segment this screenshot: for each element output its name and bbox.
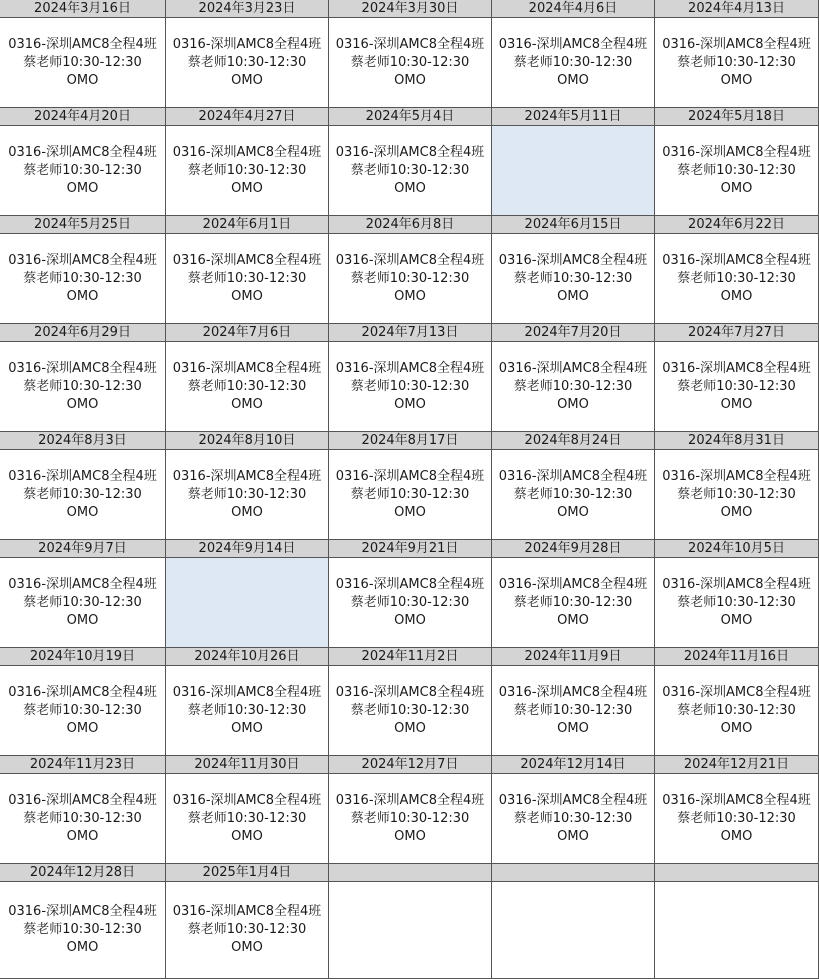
class-cell: [0, 774, 166, 864]
date-header: 2024年12月7日: [329, 756, 492, 774]
teacher-time: 蔡老师10:30-12:30: [23, 702, 142, 718]
date-header: 2024年11月16日: [655, 648, 819, 666]
date-header: 2024年6月1日: [166, 216, 329, 234]
date-header: 2024年11月2日: [329, 648, 492, 666]
class-cell: [0, 666, 166, 756]
course-name: 0316-深圳AMC8全程4班: [662, 252, 811, 268]
class-cell: [0, 558, 166, 648]
class-cell: [655, 342, 819, 432]
class-mode: OMO: [720, 72, 753, 88]
teacher-time: 蔡老师10:30-12:30: [350, 594, 470, 610]
class-mode: OMO: [231, 504, 263, 520]
class-mode: OMO: [557, 72, 589, 88]
date-header: 2024年3月16日: [0, 0, 166, 18]
class-cell: [655, 450, 819, 540]
teacher-time: 蔡老师10:30-12:30: [677, 162, 796, 178]
teacher-time: 蔡老师10:30-12:30: [187, 378, 307, 394]
empty-cell: [492, 882, 655, 979]
class-mode: OMO: [231, 396, 263, 412]
date-header: 2024年4月20日: [0, 108, 166, 126]
course-name: 0316-深圳AMC8全程4班: [498, 468, 648, 484]
teacher-time: 蔡老师10:30-12:30: [350, 702, 470, 718]
course-name: 0316-深圳AMC8全程4班: [662, 792, 811, 808]
class-mode: OMO: [394, 396, 426, 412]
teacher-time: 蔡老师10:30-12:30: [513, 702, 633, 718]
course-name: 0316-深圳AMC8全程4班: [662, 36, 811, 52]
class-cell: [329, 342, 492, 432]
course-name: 0316-深圳AMC8全程4班: [8, 36, 157, 52]
class-mode: OMO: [66, 504, 99, 520]
class-mode: OMO: [557, 612, 589, 628]
class-cell: [166, 234, 329, 324]
date-header: 2024年9月7日: [0, 540, 166, 558]
course-name: 0316-深圳AMC8全程4班: [335, 360, 485, 376]
course-name: 0316-深圳AMC8全程4班: [172, 468, 322, 484]
class-cell: [329, 450, 492, 540]
teacher-time: 蔡老师10:30-12:30: [677, 486, 796, 502]
class-cell: [0, 18, 166, 108]
class-cell: [655, 774, 819, 864]
class-mode: OMO: [720, 180, 753, 196]
class-mode: OMO: [720, 396, 753, 412]
class-cell: [329, 558, 492, 648]
course-name: 0316-深圳AMC8全程4班: [335, 468, 485, 484]
date-header: 2024年8月24日: [492, 432, 655, 450]
class-mode: OMO: [394, 180, 426, 196]
class-mode: OMO: [66, 180, 99, 196]
course-name: 0316-深圳AMC8全程4班: [662, 576, 811, 592]
class-cell: [0, 450, 166, 540]
teacher-time: 蔡老师10:30-12:30: [677, 594, 796, 610]
teacher-time: 蔡老师10:30-12:30: [187, 162, 307, 178]
course-name: 0316-深圳AMC8全程4班: [662, 468, 811, 484]
class-cell: [166, 882, 329, 979]
course-name: 0316-深圳AMC8全程4班: [335, 144, 485, 160]
course-name: 0316-深圳AMC8全程4班: [498, 684, 648, 700]
course-name: 0316-深圳AMC8全程4班: [335, 36, 485, 52]
date-header: 2024年8月17日: [329, 432, 492, 450]
class-mode: OMO: [720, 720, 753, 736]
date-header: 2024年6月15日: [492, 216, 655, 234]
teacher-time: 蔡老师10:30-12:30: [187, 270, 307, 286]
class-cell: [166, 774, 329, 864]
class-cell: [329, 234, 492, 324]
teacher-time: 蔡老师10:30-12:30: [187, 486, 307, 502]
class-mode: OMO: [394, 504, 426, 520]
class-cell: [329, 666, 492, 756]
class-mode: OMO: [66, 828, 99, 844]
teacher-time: 蔡老师10:30-12:30: [350, 810, 470, 826]
date-header: 2024年7月20日: [492, 324, 655, 342]
empty-cell: [655, 882, 819, 979]
class-cell: [166, 342, 329, 432]
course-name: 0316-深圳AMC8全程4班: [335, 252, 485, 268]
course-name: 0316-深圳AMC8全程4班: [8, 468, 157, 484]
class-mode: OMO: [394, 720, 426, 736]
date-header: 2024年5月18日: [655, 108, 819, 126]
class-cell: [492, 234, 655, 324]
class-mode: OMO: [231, 828, 263, 844]
date-header: 2024年7月6日: [166, 324, 329, 342]
course-name: 0316-深圳AMC8全程4班: [498, 36, 648, 52]
teacher-time: 蔡老师10:30-12:30: [513, 270, 633, 286]
class-cell: [166, 450, 329, 540]
date-header: 2024年5月11日: [492, 108, 655, 126]
teacher-time: 蔡老师10:30-12:30: [677, 54, 796, 70]
course-name: 0316-深圳AMC8全程4班: [172, 684, 322, 700]
date-header: 2024年6月29日: [0, 324, 166, 342]
class-cell: [492, 558, 655, 648]
class-mode: OMO: [557, 396, 589, 412]
class-mode: OMO: [720, 504, 753, 520]
class-cell: [492, 450, 655, 540]
class-mode: OMO: [66, 940, 99, 955]
teacher-time: 蔡老师10:30-12:30: [350, 378, 470, 394]
date-header: 2024年9月21日: [329, 540, 492, 558]
class-cell: [492, 774, 655, 864]
class-mode: OMO: [66, 72, 99, 88]
date-header: 2024年11月30日: [166, 756, 329, 774]
teacher-time: 蔡老师10:30-12:30: [23, 54, 142, 70]
class-mode: OMO: [557, 504, 589, 520]
class-mode: OMO: [66, 720, 99, 736]
course-name: 0316-深圳AMC8全程4班: [172, 252, 322, 268]
class-mode: OMO: [394, 612, 426, 628]
class-cell: [329, 774, 492, 864]
date-header: 2024年4月6日: [492, 0, 655, 18]
course-name: 0316-深圳AMC8全程4班: [498, 792, 648, 808]
date-header: 2024年8月31日: [655, 432, 819, 450]
date-header: 2024年11月9日: [492, 648, 655, 666]
course-name: 0316-深圳AMC8全程4班: [8, 684, 157, 700]
date-header: 2024年10月26日: [166, 648, 329, 666]
teacher-time: 蔡老师10:30-12:30: [513, 810, 633, 826]
date-header: 2024年3月23日: [166, 0, 329, 18]
course-name: 0316-深圳AMC8全程4班: [662, 144, 811, 160]
empty-cell: [166, 558, 329, 648]
course-name: 0316-深圳AMC8全程4班: [498, 576, 648, 592]
date-header: 2024年5月25日: [0, 216, 166, 234]
class-cell: [492, 342, 655, 432]
class-cell: [0, 342, 166, 432]
teacher-time: 蔡老师10:30-12:30: [23, 594, 142, 610]
class-mode: OMO: [231, 940, 263, 955]
date-header: 2024年9月28日: [492, 540, 655, 558]
empty-cell: [492, 126, 655, 216]
course-name: 0316-深圳AMC8全程4班: [8, 360, 157, 376]
class-cell: [166, 666, 329, 756]
teacher-time: 蔡老师10:30-12:30: [513, 378, 633, 394]
class-mode: OMO: [66, 396, 99, 412]
date-header: 2024年7月27日: [655, 324, 819, 342]
course-name: 0316-深圳AMC8全程4班: [172, 144, 322, 160]
teacher-time: 蔡老师10:30-12:30: [187, 922, 307, 937]
date-header: 2024年5月4日: [329, 108, 492, 126]
course-name: 0316-深圳AMC8全程4班: [498, 252, 648, 268]
course-name: 0316-深圳AMC8全程4班: [172, 904, 322, 919]
teacher-time: 蔡老师10:30-12:30: [350, 162, 470, 178]
class-mode: OMO: [231, 72, 263, 88]
class-cell: [655, 126, 819, 216]
teacher-time: 蔡老师10:30-12:30: [23, 378, 142, 394]
class-cell: [166, 126, 329, 216]
class-cell: [655, 558, 819, 648]
course-name: 0316-深圳AMC8全程4班: [8, 904, 157, 919]
teacher-time: 蔡老师10:30-12:30: [350, 270, 470, 286]
class-mode: OMO: [66, 612, 99, 628]
date-header: 2024年3月30日: [329, 0, 492, 18]
course-name: 0316-深圳AMC8全程4班: [8, 576, 157, 592]
class-mode: OMO: [557, 720, 589, 736]
course-name: 0316-深圳AMC8全程4班: [8, 792, 157, 808]
class-mode: OMO: [231, 288, 263, 304]
date-header: 2024年12月21日: [655, 756, 819, 774]
class-cell: [0, 882, 166, 979]
date-header: 2024年6月22日: [655, 216, 819, 234]
class-mode: OMO: [557, 288, 589, 304]
course-name: 0316-深圳AMC8全程4班: [172, 36, 322, 52]
date-header: 2024年4月13日: [655, 0, 819, 18]
teacher-time: 蔡老师10:30-12:30: [350, 486, 470, 502]
course-name: 0316-深圳AMC8全程4班: [172, 792, 322, 808]
class-mode: OMO: [394, 72, 426, 88]
course-name: 0316-深圳AMC8全程4班: [335, 792, 485, 808]
class-cell: [0, 126, 166, 216]
course-name: 0316-深圳AMC8全程4班: [335, 576, 485, 592]
teacher-time: 蔡老师10:30-12:30: [23, 810, 142, 826]
date-header: 2024年10月19日: [0, 648, 166, 666]
class-mode: OMO: [394, 828, 426, 844]
course-name: 0316-深圳AMC8全程4班: [498, 360, 648, 376]
date-header: 2024年10月5日: [655, 540, 819, 558]
teacher-time: 蔡老师10:30-12:30: [513, 486, 633, 502]
date-header: 2024年9月14日: [166, 540, 329, 558]
class-cell: [0, 234, 166, 324]
class-cell: [655, 234, 819, 324]
teacher-time: 蔡老师10:30-12:30: [187, 54, 307, 70]
course-name: 0316-深圳AMC8全程4班: [335, 684, 485, 700]
class-cell: [492, 18, 655, 108]
course-name: 0316-深圳AMC8全程4班: [662, 360, 811, 376]
date-header: 2024年8月10日: [166, 432, 329, 450]
teacher-time: 蔡老师10:30-12:30: [350, 54, 470, 70]
class-cell: [166, 18, 329, 108]
teacher-time: 蔡老师10:30-12:30: [677, 378, 796, 394]
course-name: 0316-深圳AMC8全程4班: [172, 360, 322, 376]
class-cell: [329, 18, 492, 108]
teacher-time: 蔡老师10:30-12:30: [23, 270, 142, 286]
teacher-time: 蔡老师10:30-12:30: [187, 702, 307, 718]
empty-cell: [329, 882, 492, 979]
teacher-time: 蔡老师10:30-12:30: [513, 594, 633, 610]
date-header: 2024年12月28日: [0, 864, 166, 882]
date-header: 2025年1月4日: [166, 864, 329, 882]
teacher-time: 蔡老师10:30-12:30: [23, 922, 142, 937]
teacher-time: 蔡老师10:30-12:30: [677, 810, 796, 826]
class-cell: [655, 666, 819, 756]
teacher-time: 蔡老师10:30-12:30: [187, 810, 307, 826]
course-name: 0316-深圳AMC8全程4班: [8, 144, 157, 160]
class-mode: OMO: [720, 612, 753, 628]
date-header: 2024年8月3日: [0, 432, 166, 450]
class-mode: OMO: [720, 288, 753, 304]
date-header: [655, 864, 819, 882]
class-mode: OMO: [394, 288, 426, 304]
date-header: 2024年11月23日: [0, 756, 166, 774]
date-header: 2024年7月13日: [329, 324, 492, 342]
teacher-time: 蔡老师10:30-12:30: [513, 54, 633, 70]
class-mode: OMO: [231, 720, 263, 736]
date-header: [329, 864, 492, 882]
class-mode: OMO: [557, 828, 589, 844]
date-header: [492, 864, 655, 882]
class-cell: [492, 666, 655, 756]
teacher-time: 蔡老师10:30-12:30: [23, 162, 142, 178]
class-mode: OMO: [720, 828, 753, 844]
class-mode: OMO: [231, 180, 263, 196]
class-mode: OMO: [66, 288, 99, 304]
class-cell: [655, 18, 819, 108]
date-header: 2024年6月8日: [329, 216, 492, 234]
course-name: 0316-深圳AMC8全程4班: [8, 252, 157, 268]
teacher-time: 蔡老师10:30-12:30: [677, 270, 796, 286]
date-header: 2024年12月14日: [492, 756, 655, 774]
class-cell: [329, 126, 492, 216]
course-name: 0316-深圳AMC8全程4班: [662, 684, 811, 700]
teacher-time: 蔡老师10:30-12:30: [677, 702, 796, 718]
teacher-time: 蔡老师10:30-12:30: [23, 486, 142, 502]
date-header: 2024年4月27日: [166, 108, 329, 126]
